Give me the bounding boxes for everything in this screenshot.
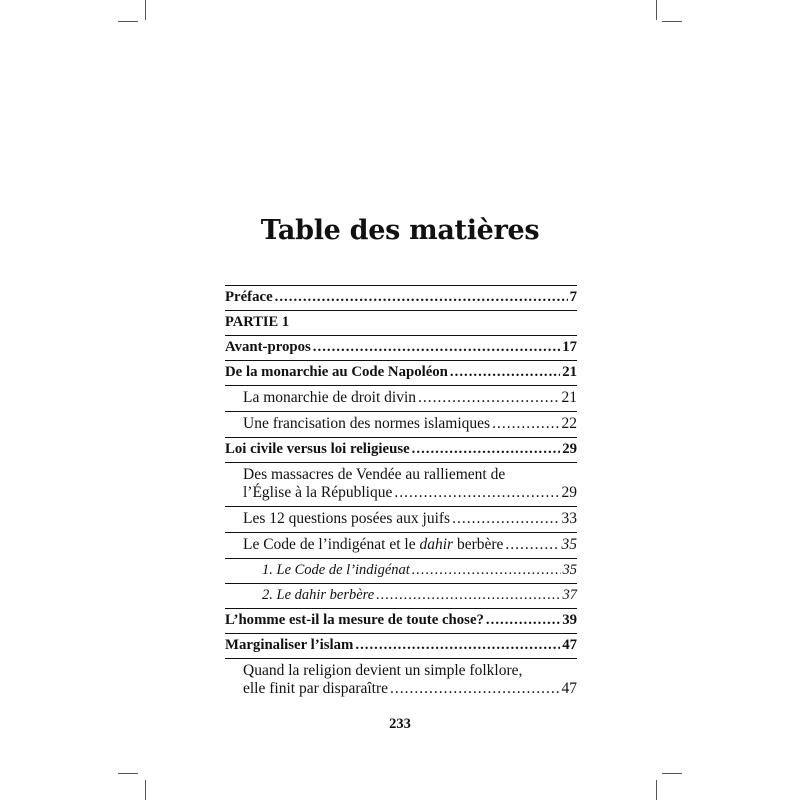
toc-entry-indigenat[interactable]: [225, 533, 577, 558]
toc-entry-line2: [243, 484, 577, 502]
dot-leader: [412, 562, 561, 579]
dot-leader: [505, 536, 559, 554]
toc-entry-label-line1: Quand la religion devient un simple folklore,: [243, 662, 523, 679]
toc-entry-dahir-berbere[interactable]: [225, 584, 577, 608]
page-number: 233: [389, 716, 411, 732]
toc-entry-code-indigenat[interactable]: [225, 559, 577, 583]
toc-entry-page: 47: [562, 637, 577, 653]
toc-entry-label: Préface: [225, 289, 273, 305]
crop-mark: [656, 0, 657, 20]
toc-entry-label: Les 12 questions posées aux juifs: [243, 510, 451, 527]
dot-leader: [418, 389, 559, 407]
toc-entry-page: 22: [561, 415, 577, 432]
toc-entry-monarchie-droit[interactable]: [225, 386, 577, 411]
crop-mark: [662, 773, 682, 774]
dot-leader: [492, 415, 559, 433]
table-of-contents: [225, 285, 577, 702]
toc-entry-label: De la monarchie au Code Napoléon: [225, 364, 448, 380]
toc-entry-page: 29: [561, 484, 577, 501]
toc-entry-label: L’homme est-il la mesure de toute chose?: [225, 612, 484, 628]
toc-entry-label: La monarchie de droit divin: [243, 389, 417, 406]
toc-entry-label-line2: elle finit par disparaître: [243, 680, 389, 697]
toc-entry-page: 35: [561, 536, 577, 553]
toc-entry-page: 21: [562, 364, 577, 380]
toc-entry-loi-civile[interactable]: [225, 438, 577, 462]
toc-entry-monarchie-code[interactable]: [225, 361, 577, 385]
toc-entry-page: 39: [562, 612, 577, 628]
crop-mark: [656, 780, 657, 800]
toc-entry-folklore[interactable]: [225, 659, 577, 702]
toc-entry-label: 1. Le Code de l’indigénat: [262, 562, 410, 578]
toc-entry-label: Une francisation des normes islamiques: [243, 415, 491, 432]
toc-entry-label-line1: Des massacres de Vendée au ralliement de: [243, 466, 506, 483]
crop-mark: [118, 21, 138, 22]
label-part: Le Code de l’indigénat et le: [243, 536, 420, 553]
toc-entry-homme-mesure[interactable]: [225, 609, 577, 633]
toc-entry-label: Marginaliser l’islam: [225, 637, 354, 653]
toc-entry-avant-propos[interactable]: [225, 336, 577, 360]
toc-entry-page: 29: [562, 441, 577, 457]
crop-mark: [145, 0, 146, 20]
dot-leader: [450, 364, 560, 381]
toc-entry-line2: [243, 680, 577, 698]
dot-leader: [313, 339, 560, 356]
toc-entry-preface[interactable]: [225, 286, 577, 310]
label-italic: dahir: [419, 536, 454, 553]
toc-part-heading: PARTIE 1: [225, 314, 290, 330]
toc-entry-page: 47: [561, 680, 577, 697]
dot-leader: [486, 612, 560, 629]
label-part: berbère: [453, 536, 504, 553]
toc-entry-massacres[interactable]: [225, 463, 577, 506]
toc-entry-questions[interactable]: [225, 507, 577, 532]
toc-entry-page: 17: [562, 339, 577, 355]
toc-entry-label: Avant-propos: [225, 339, 311, 355]
dot-leader: [452, 510, 559, 528]
crop-mark: [118, 773, 138, 774]
toc-entry-marginaliser[interactable]: [225, 634, 577, 658]
dot-leader: [394, 484, 559, 502]
toc-entry-francisation[interactable]: [225, 412, 577, 437]
crop-mark: [662, 21, 682, 22]
dot-leader: [355, 637, 560, 654]
toc-entry-label: 2. Le dahir berbère: [262, 587, 375, 603]
dot-leader: [275, 289, 568, 306]
toc-entry-label: [243, 536, 503, 554]
crop-mark: [145, 780, 146, 800]
toc-entry-page: 7: [569, 289, 577, 305]
dot-leader: [390, 680, 559, 698]
page-title: Table des matières: [260, 215, 540, 246]
dot-leader: [412, 441, 561, 458]
toc-entry-page: 21: [561, 389, 577, 406]
toc-entry-label-line2: l’Église à la République: [243, 484, 393, 501]
dot-leader: [376, 587, 560, 604]
toc-entry-page: 33: [561, 510, 577, 527]
toc-entry-page: 37: [562, 587, 577, 603]
toc-entry-label: Loi civile versus loi religieuse: [225, 441, 410, 457]
toc-entry-page: 35: [562, 562, 577, 578]
